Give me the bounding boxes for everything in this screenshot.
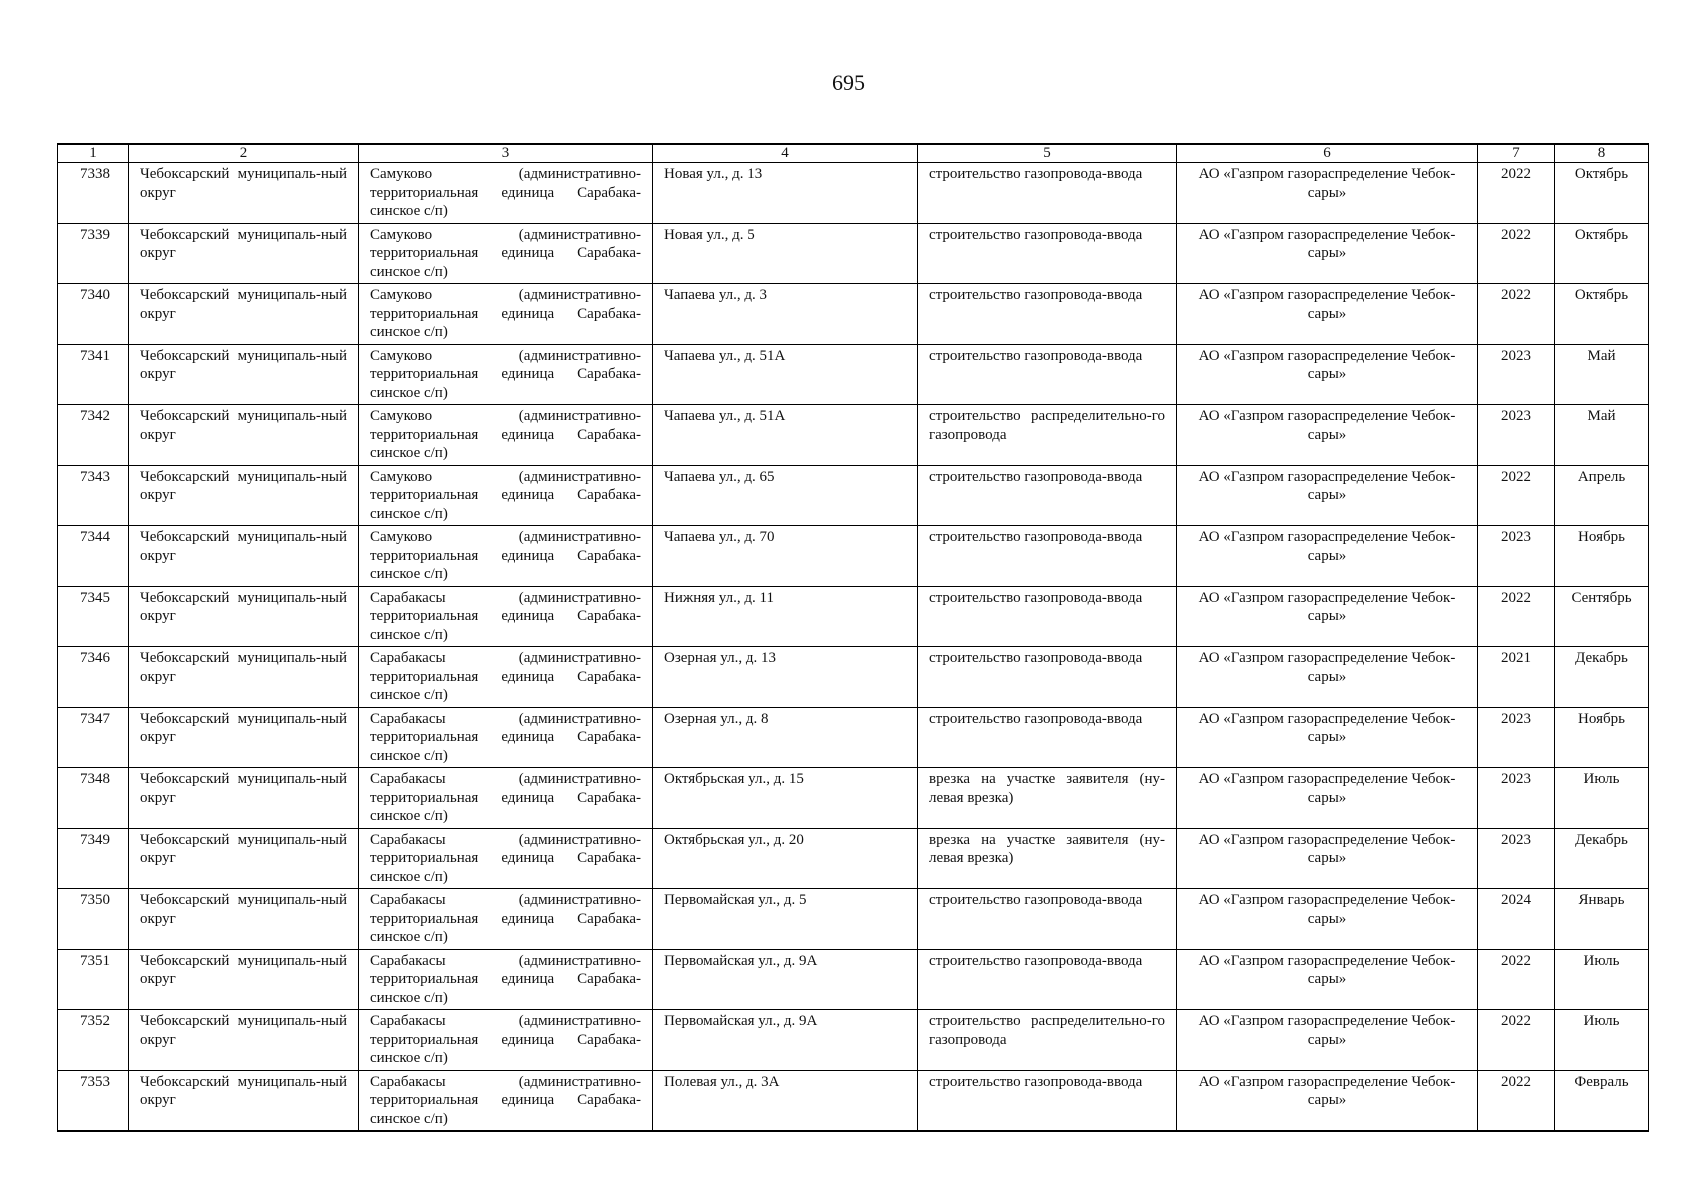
address-cell: Первомайская ул., д. 9А [653, 1010, 918, 1071]
district-cell: Чебоксарский муниципаль-ный округ [129, 223, 359, 284]
organization-cell: АО «Газпром газораспределение Чебок-сары» [1177, 586, 1478, 647]
settlement-cell: Сарабакасы (административно-территориальная единица Сарабака-синское с/п) [359, 768, 653, 829]
month-cell: Ноябрь [1555, 707, 1649, 768]
organization-cell: АО «Газпром газораспределение Чебок-сары» [1177, 344, 1478, 405]
row-number: 7349 [58, 828, 129, 889]
work-type-cell: строительство газопровода-ввода [918, 465, 1177, 526]
work-type-cell: строительство газопровода-ввода [918, 586, 1177, 647]
district-cell: Чебоксарский муниципаль-ный округ [129, 647, 359, 708]
row-number: 7340 [58, 284, 129, 345]
district-cell: Чебоксарский муниципаль-ный округ [129, 1010, 359, 1071]
month-cell: Октябрь [1555, 284, 1649, 345]
row-number: 7352 [58, 1010, 129, 1071]
row-number: 7339 [58, 223, 129, 284]
district-cell: Чебоксарский муниципаль-ный округ [129, 768, 359, 829]
district-cell: Чебоксарский муниципаль-ный округ [129, 889, 359, 950]
table-row [58, 1010, 1649, 1071]
address-cell: Чапаева ул., д. 51А [653, 405, 918, 466]
year-cell: 2023 [1478, 526, 1555, 587]
year-cell: 2022 [1478, 284, 1555, 345]
district-cell: Чебоксарский муниципаль-ный округ [129, 1070, 359, 1131]
row-number: 7353 [58, 1070, 129, 1131]
table-row [58, 465, 1649, 526]
month-cell: Ноябрь [1555, 526, 1649, 587]
district-cell: Чебоксарский муниципаль-ный округ [129, 707, 359, 768]
work-type-cell: строительство газопровода-ввода [918, 707, 1177, 768]
month-cell: Сентябрь [1555, 586, 1649, 647]
year-cell: 2023 [1478, 707, 1555, 768]
organization-cell: АО «Газпром газораспределение Чебок-сары» [1177, 647, 1478, 708]
year-cell: 2021 [1478, 647, 1555, 708]
column-header-5: 5 [918, 144, 1177, 163]
district-cell: Чебоксарский муниципаль-ный округ [129, 405, 359, 466]
organization-cell: АО «Газпром газораспределение Чебок-сары» [1177, 223, 1478, 284]
settlement-cell: Самуково (административно-территориальная единица Сарабака-синское с/п) [359, 163, 653, 224]
settlement-cell: Самуково (административно-территориальная единица Сарабака-синское с/п) [359, 284, 653, 345]
work-type-cell: строительство газопровода-ввода [918, 223, 1177, 284]
year-cell: 2022 [1478, 465, 1555, 526]
address-cell: Чапаева ул., д. 51А [653, 344, 918, 405]
work-type-cell: строительство газопровода-ввода [918, 949, 1177, 1010]
settlement-cell: Сарабакасы (административно-территориальная единица Сарабака-синское с/п) [359, 828, 653, 889]
district-cell: Чебоксарский муниципаль-ный округ [129, 526, 359, 587]
address-cell: Первомайская ул., д. 9А [653, 949, 918, 1010]
settlement-cell: Сарабакасы (административно-территориальная единица Сарабака-синское с/п) [359, 647, 653, 708]
row-number: 7341 [58, 344, 129, 405]
table-row [58, 284, 1649, 345]
organization-cell: АО «Газпром газораспределение Чебок-сары» [1177, 828, 1478, 889]
work-type-cell: строительство газопровода-ввода [918, 526, 1177, 587]
month-cell: Апрель [1555, 465, 1649, 526]
work-type-cell: строительство газопровода-ввода [918, 163, 1177, 224]
table-row [58, 526, 1649, 587]
district-cell: Чебоксарский муниципаль-ный округ [129, 465, 359, 526]
address-cell: Чапаева ул., д. 65 [653, 465, 918, 526]
year-cell: 2022 [1478, 1010, 1555, 1071]
table-row [58, 344, 1649, 405]
row-number: 7346 [58, 647, 129, 708]
organization-cell: АО «Газпром газораспределение Чебок-сары» [1177, 889, 1478, 950]
month-cell: Февраль [1555, 1070, 1649, 1131]
month-cell: Январь [1555, 889, 1649, 950]
row-number: 7338 [58, 163, 129, 224]
address-cell: Первомайская ул., д. 5 [653, 889, 918, 950]
address-cell: Озерная ул., д. 13 [653, 647, 918, 708]
row-number: 7348 [58, 768, 129, 829]
settlement-cell: Самуково (административно-территориальная единица Сарабака-синское с/п) [359, 344, 653, 405]
district-cell: Чебоксарский муниципаль-ный округ [129, 284, 359, 345]
settlement-cell: Сарабакасы (административно-территориальная единица Сарабака-синское с/п) [359, 1010, 653, 1071]
column-header-4: 4 [653, 144, 918, 163]
district-cell: Чебоксарский муниципаль-ный округ [129, 828, 359, 889]
table-row [58, 163, 1649, 224]
work-type-cell: строительство газопровода-ввода [918, 284, 1177, 345]
address-cell: Новая ул., д. 13 [653, 163, 918, 224]
month-cell: Июль [1555, 768, 1649, 829]
organization-cell: АО «Газпром газораспределение Чебок-сары» [1177, 405, 1478, 466]
organization-cell: АО «Газпром газораспределение Чебок-сары» [1177, 1010, 1478, 1071]
settlement-cell: Сарабакасы (административно-территориальная единица Сарабака-синское с/п) [359, 1070, 653, 1131]
table-row [58, 405, 1649, 466]
organization-cell: АО «Газпром газораспределение Чебок-сары» [1177, 526, 1478, 587]
table-body [58, 163, 1649, 1132]
address-cell: Чапаева ул., д. 3 [653, 284, 918, 345]
row-number: 7350 [58, 889, 129, 950]
address-cell: Озерная ул., д. 8 [653, 707, 918, 768]
table-row [58, 949, 1649, 1010]
settlement-cell: Сарабакасы (административно-территориальная единица Сарабака-синское с/п) [359, 586, 653, 647]
work-type-cell: строительство газопровода-ввода [918, 647, 1177, 708]
month-cell: Октябрь [1555, 163, 1649, 224]
month-cell: Июль [1555, 1010, 1649, 1071]
settlement-cell: Самуково (административно-территориальная единица Сарабака-синское с/п) [359, 465, 653, 526]
month-cell: Май [1555, 344, 1649, 405]
settlement-cell: Самуково (административно-территориальная единица Сарабака-синское с/п) [359, 223, 653, 284]
month-cell: Июль [1555, 949, 1649, 1010]
district-cell: Чебоксарский муниципаль-ный округ [129, 163, 359, 224]
year-cell: 2023 [1478, 768, 1555, 829]
year-cell: 2024 [1478, 889, 1555, 950]
work-type-cell: врезка на участке заявителя (ну-левая врезка) [918, 828, 1177, 889]
settlement-cell: Сарабакасы (административно-территориальная единица Сарабака-синское с/п) [359, 707, 653, 768]
column-header-8: 8 [1555, 144, 1649, 163]
district-cell: Чебоксарский муниципаль-ный округ [129, 949, 359, 1010]
organization-cell: АО «Газпром газораспределение Чебок-сары» [1177, 163, 1478, 224]
organization-cell: АО «Газпром газораспределение Чебок-сары» [1177, 284, 1478, 345]
district-cell: Чебоксарский муниципаль-ный округ [129, 586, 359, 647]
row-number: 7342 [58, 405, 129, 466]
gasification-table [57, 143, 1649, 1132]
organization-cell: АО «Газпром газораспределение Чебок-сары» [1177, 1070, 1478, 1131]
column-header-7: 7 [1478, 144, 1555, 163]
settlement-cell: Сарабакасы (административно-территориальная единица Сарабака-синское с/п) [359, 949, 653, 1010]
row-number: 7343 [58, 465, 129, 526]
table-row [58, 768, 1649, 829]
organization-cell: АО «Газпром газораспределение Чебок-сары» [1177, 949, 1478, 1010]
month-cell: Декабрь [1555, 647, 1649, 708]
row-number: 7347 [58, 707, 129, 768]
row-number: 7344 [58, 526, 129, 587]
address-cell: Чапаева ул., д. 70 [653, 526, 918, 587]
work-type-cell: строительство газопровода-ввода [918, 344, 1177, 405]
work-type-cell: врезка на участке заявителя (ну-левая врезка) [918, 768, 1177, 829]
column-header-1: 1 [58, 144, 129, 163]
organization-cell: АО «Газпром газораспределение Чебок-сары» [1177, 707, 1478, 768]
year-cell: 2023 [1478, 828, 1555, 889]
work-type-cell: строительство газопровода-ввода [918, 889, 1177, 950]
address-cell: Полевая ул., д. 3А [653, 1070, 918, 1131]
work-type-cell: строительство газопровода-ввода [918, 1070, 1177, 1131]
table-row [58, 586, 1649, 647]
month-cell: Декабрь [1555, 828, 1649, 889]
column-header-3: 3 [359, 144, 653, 163]
year-cell: 2022 [1478, 586, 1555, 647]
work-type-cell: строительство распределительно-го газопровода [918, 405, 1177, 466]
page-number: 695 [832, 70, 865, 95]
address-cell: Нижняя ул., д. 11 [653, 586, 918, 647]
row-number: 7351 [58, 949, 129, 1010]
work-type-cell: строительство распределительно-го газопровода [918, 1010, 1177, 1071]
table-row [58, 647, 1649, 708]
organization-cell: АО «Газпром газораспределение Чебок-сары» [1177, 768, 1478, 829]
organization-cell: АО «Газпром газораспределение Чебок-сары» [1177, 465, 1478, 526]
table-row [58, 707, 1649, 768]
address-cell: Октябрьская ул., д. 15 [653, 768, 918, 829]
year-cell: 2022 [1478, 223, 1555, 284]
settlement-cell: Самуково (административно-территориальная единица Сарабака-синское с/п) [359, 526, 653, 587]
table-row [58, 223, 1649, 284]
address-cell: Октябрьская ул., д. 20 [653, 828, 918, 889]
district-cell: Чебоксарский муниципаль-ный округ [129, 344, 359, 405]
year-cell: 2022 [1478, 949, 1555, 1010]
column-header-2: 2 [129, 144, 359, 163]
column-header-6: 6 [1177, 144, 1478, 163]
column-number-header [58, 144, 1649, 163]
table-row [58, 1070, 1649, 1131]
table-row [58, 889, 1649, 950]
year-cell: 2023 [1478, 344, 1555, 405]
row-number: 7345 [58, 586, 129, 647]
settlement-cell: Самуково (административно-территориальная единица Сарабака-синское с/п) [359, 405, 653, 466]
month-cell: Май [1555, 405, 1649, 466]
table-row [58, 828, 1649, 889]
year-cell: 2022 [1478, 1070, 1555, 1131]
year-cell: 2022 [1478, 163, 1555, 224]
year-cell: 2023 [1478, 405, 1555, 466]
month-cell: Октябрь [1555, 223, 1649, 284]
settlement-cell: Сарабакасы (административно-территориальная единица Сарабака-синское с/п) [359, 889, 653, 950]
address-cell: Новая ул., д. 5 [653, 223, 918, 284]
